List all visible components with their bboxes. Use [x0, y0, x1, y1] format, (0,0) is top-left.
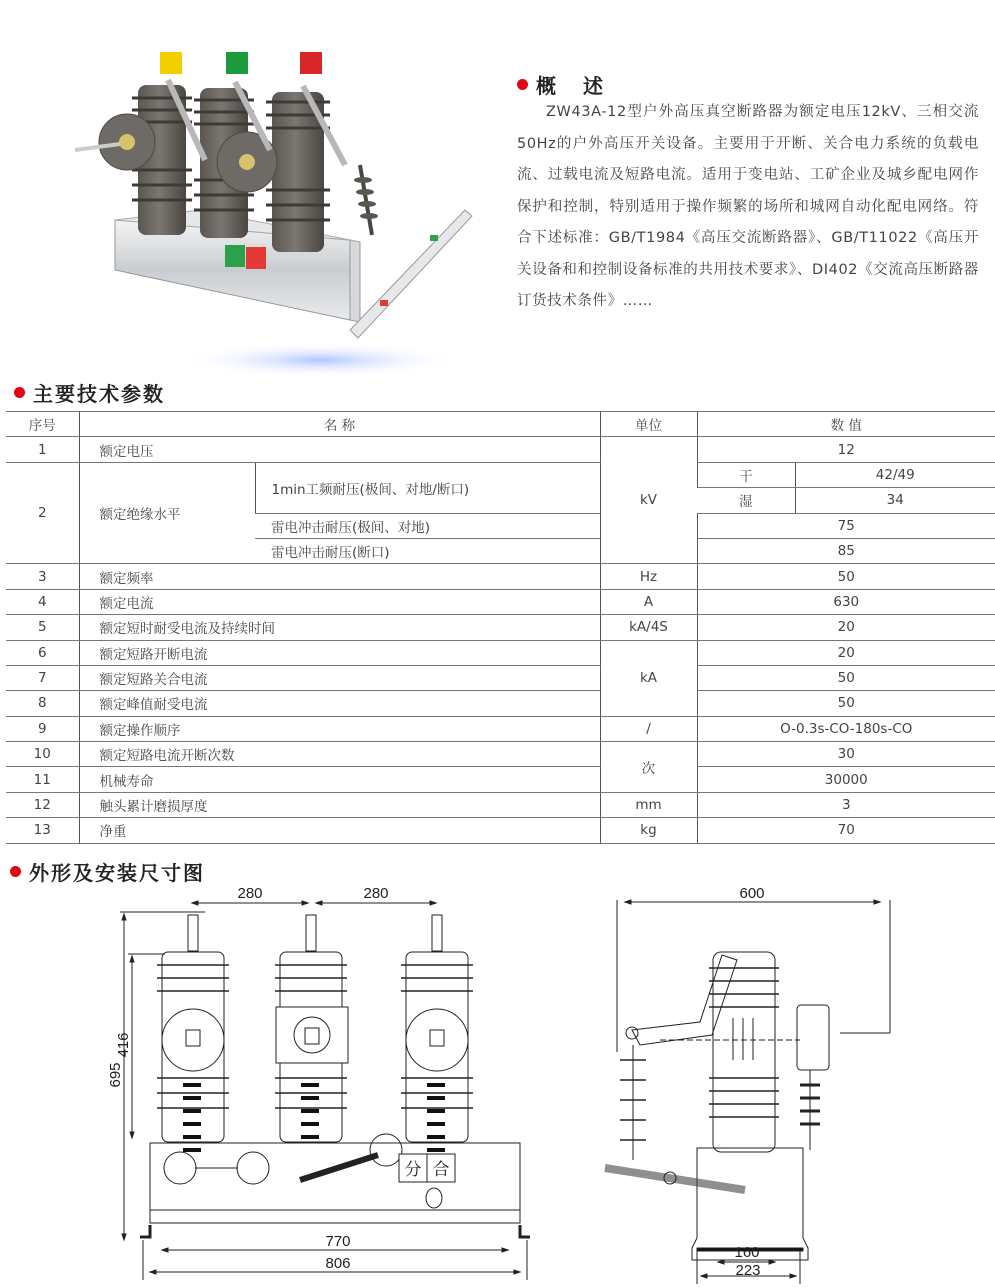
front-view-drawing [100, 880, 560, 1280]
cell-value: 20 [697, 640, 995, 665]
overview-heading [517, 70, 613, 99]
cell-value: 85 [697, 538, 995, 563]
cell-name: 额定电流 [79, 589, 600, 614]
dim-height-total: 695 [107, 1062, 124, 1088]
dim-pitch-left: 280 [237, 885, 263, 902]
cell-value: 50 [697, 691, 995, 716]
table-row [6, 564, 995, 589]
dim-mount-inner: 160 [734, 1244, 760, 1261]
cell-name: 额定频率 [79, 564, 600, 589]
cell-name: 额定短路电流开断次数 [79, 742, 600, 767]
cell-name: 额定峰值耐受电流 [79, 691, 600, 716]
cell-unit: kA/4S [600, 615, 697, 640]
yellow-handle [160, 52, 182, 74]
cell-subname: 1min工频耐压(极间、对地/断口) [255, 462, 600, 513]
cell-unit: kA [600, 640, 697, 716]
table-row [6, 589, 995, 614]
cell-value: 30000 [697, 767, 995, 792]
cell-value: 50 [697, 564, 995, 589]
cell-subname: 雷电冲击耐压(极间、对地) [255, 513, 600, 538]
table-row [6, 615, 995, 640]
bullet-dot-icon [517, 79, 528, 90]
table-row [6, 640, 995, 665]
cell-no: 2 [6, 462, 79, 564]
cell-value: 3 [697, 792, 995, 817]
cell-no: 4 [6, 589, 79, 614]
cell-value: 630 [697, 589, 995, 614]
cell-unit: kV [600, 437, 697, 564]
cell-no: 9 [6, 716, 79, 741]
cell-name: 触头累计磨损厚度 [79, 792, 600, 817]
bullet-dot-icon [14, 387, 25, 398]
dim-mount-outer: 223 [735, 1262, 761, 1279]
cell-name: 额定操作顺序 [79, 716, 600, 741]
cell-value: 70 [697, 818, 995, 843]
panel-label-open: 分 [404, 1160, 422, 1180]
panel-label-close: 合 [432, 1160, 450, 1180]
table-row [6, 792, 995, 817]
params-table [6, 411, 995, 844]
bullet-dot-icon [10, 866, 21, 877]
cell-unit: 次 [600, 742, 697, 793]
side-view-drawing [590, 880, 900, 1285]
header-name: 名 称 [79, 412, 600, 437]
table-row [6, 716, 995, 741]
product-photo [60, 30, 490, 380]
red-handle [300, 52, 322, 74]
cell-name: 额定短时耐受电流及持续时间 [79, 615, 600, 640]
cell-value: O-0.3s-CO-180s-CO [697, 716, 995, 741]
dim-outer-width: 806 [325, 1255, 351, 1272]
drawing-title: 外形及安装尺寸图 [29, 861, 205, 885]
cell-name: 机械寿命 [79, 767, 600, 792]
cell-unit: Hz [600, 564, 697, 589]
header-value: 数 值 [697, 412, 995, 437]
dim-inner-width: 770 [325, 1233, 351, 1250]
cell-no: 1 [6, 437, 79, 462]
cell-name: 净重 [79, 818, 600, 843]
cell-value: 30 [697, 742, 995, 767]
table-row [6, 767, 995, 792]
cell-name: 额定绝缘水平 [79, 462, 255, 564]
cell-no: 3 [6, 564, 79, 589]
table-row [6, 462, 995, 487]
green-handle [226, 52, 248, 74]
dim-depth: 600 [739, 885, 765, 902]
cell-name: 额定电压 [79, 437, 600, 462]
cell-no: 12 [6, 792, 79, 817]
params-title: 主要技术参数 [33, 382, 165, 406]
dim-pitch-right: 280 [363, 885, 389, 902]
cell-unit: / [600, 716, 697, 741]
cell-value: 50 [697, 665, 995, 690]
overview-paragraph: ZW43A-12型户外高压真空断路器为额定电压12kV、三相交流50Hz的户外高压开关设备。主要用于开断、关合电力系统的负载电流、过载电流及短路电流。适用于变电站、工矿企业及城乡配电网作保护和控制，特别适用于操作频繁的场所和城网自动化配电网络。符合下述标准：GB/T1984《高压交流断路器》、GB/T11022《高压开关设备和和控制设备标准的共用技术要求》、DI402《交流高压断路器订货技术条件》…… [517, 104, 979, 309]
cell-unit: mm [600, 792, 697, 817]
cell-no: 7 [6, 665, 79, 690]
table-row [6, 665, 995, 690]
cell-dry-value: 42/49 [795, 462, 995, 487]
mechanism-box [150, 1143, 520, 1223]
cell-unit: A [600, 589, 697, 614]
params-heading [14, 378, 165, 407]
dim-height-pole: 416 [115, 1032, 132, 1058]
cell-subname: 雷电冲击耐压(断口) [255, 538, 600, 563]
table-row [6, 437, 995, 462]
header-no: 序号 [6, 412, 79, 437]
cell-dry-label: 干 [697, 462, 795, 487]
table-header-row [6, 412, 995, 437]
table-row [6, 691, 995, 716]
cell-name: 额定短路开断电流 [79, 640, 600, 665]
cell-no: 11 [6, 767, 79, 792]
table-row [6, 742, 995, 767]
cell-wet-label: 湿 [697, 488, 795, 513]
table-row [6, 818, 995, 843]
cell-no: 5 [6, 615, 79, 640]
cell-no: 13 [6, 818, 79, 843]
cell-no: 8 [6, 691, 79, 716]
cell-unit: kg [600, 818, 697, 843]
cell-no: 10 [6, 742, 79, 767]
cell-wet-value: 34 [795, 488, 995, 513]
cell-value: 20 [697, 615, 995, 640]
cell-value: 12 [697, 437, 995, 462]
cell-value: 75 [697, 513, 995, 538]
cell-no: 6 [6, 640, 79, 665]
header-unit: 单位 [600, 412, 697, 437]
overview-title: 概 述 [536, 74, 613, 98]
cell-name: 额定短路关合电流 [79, 665, 600, 690]
pole-outline [157, 915, 473, 1150]
